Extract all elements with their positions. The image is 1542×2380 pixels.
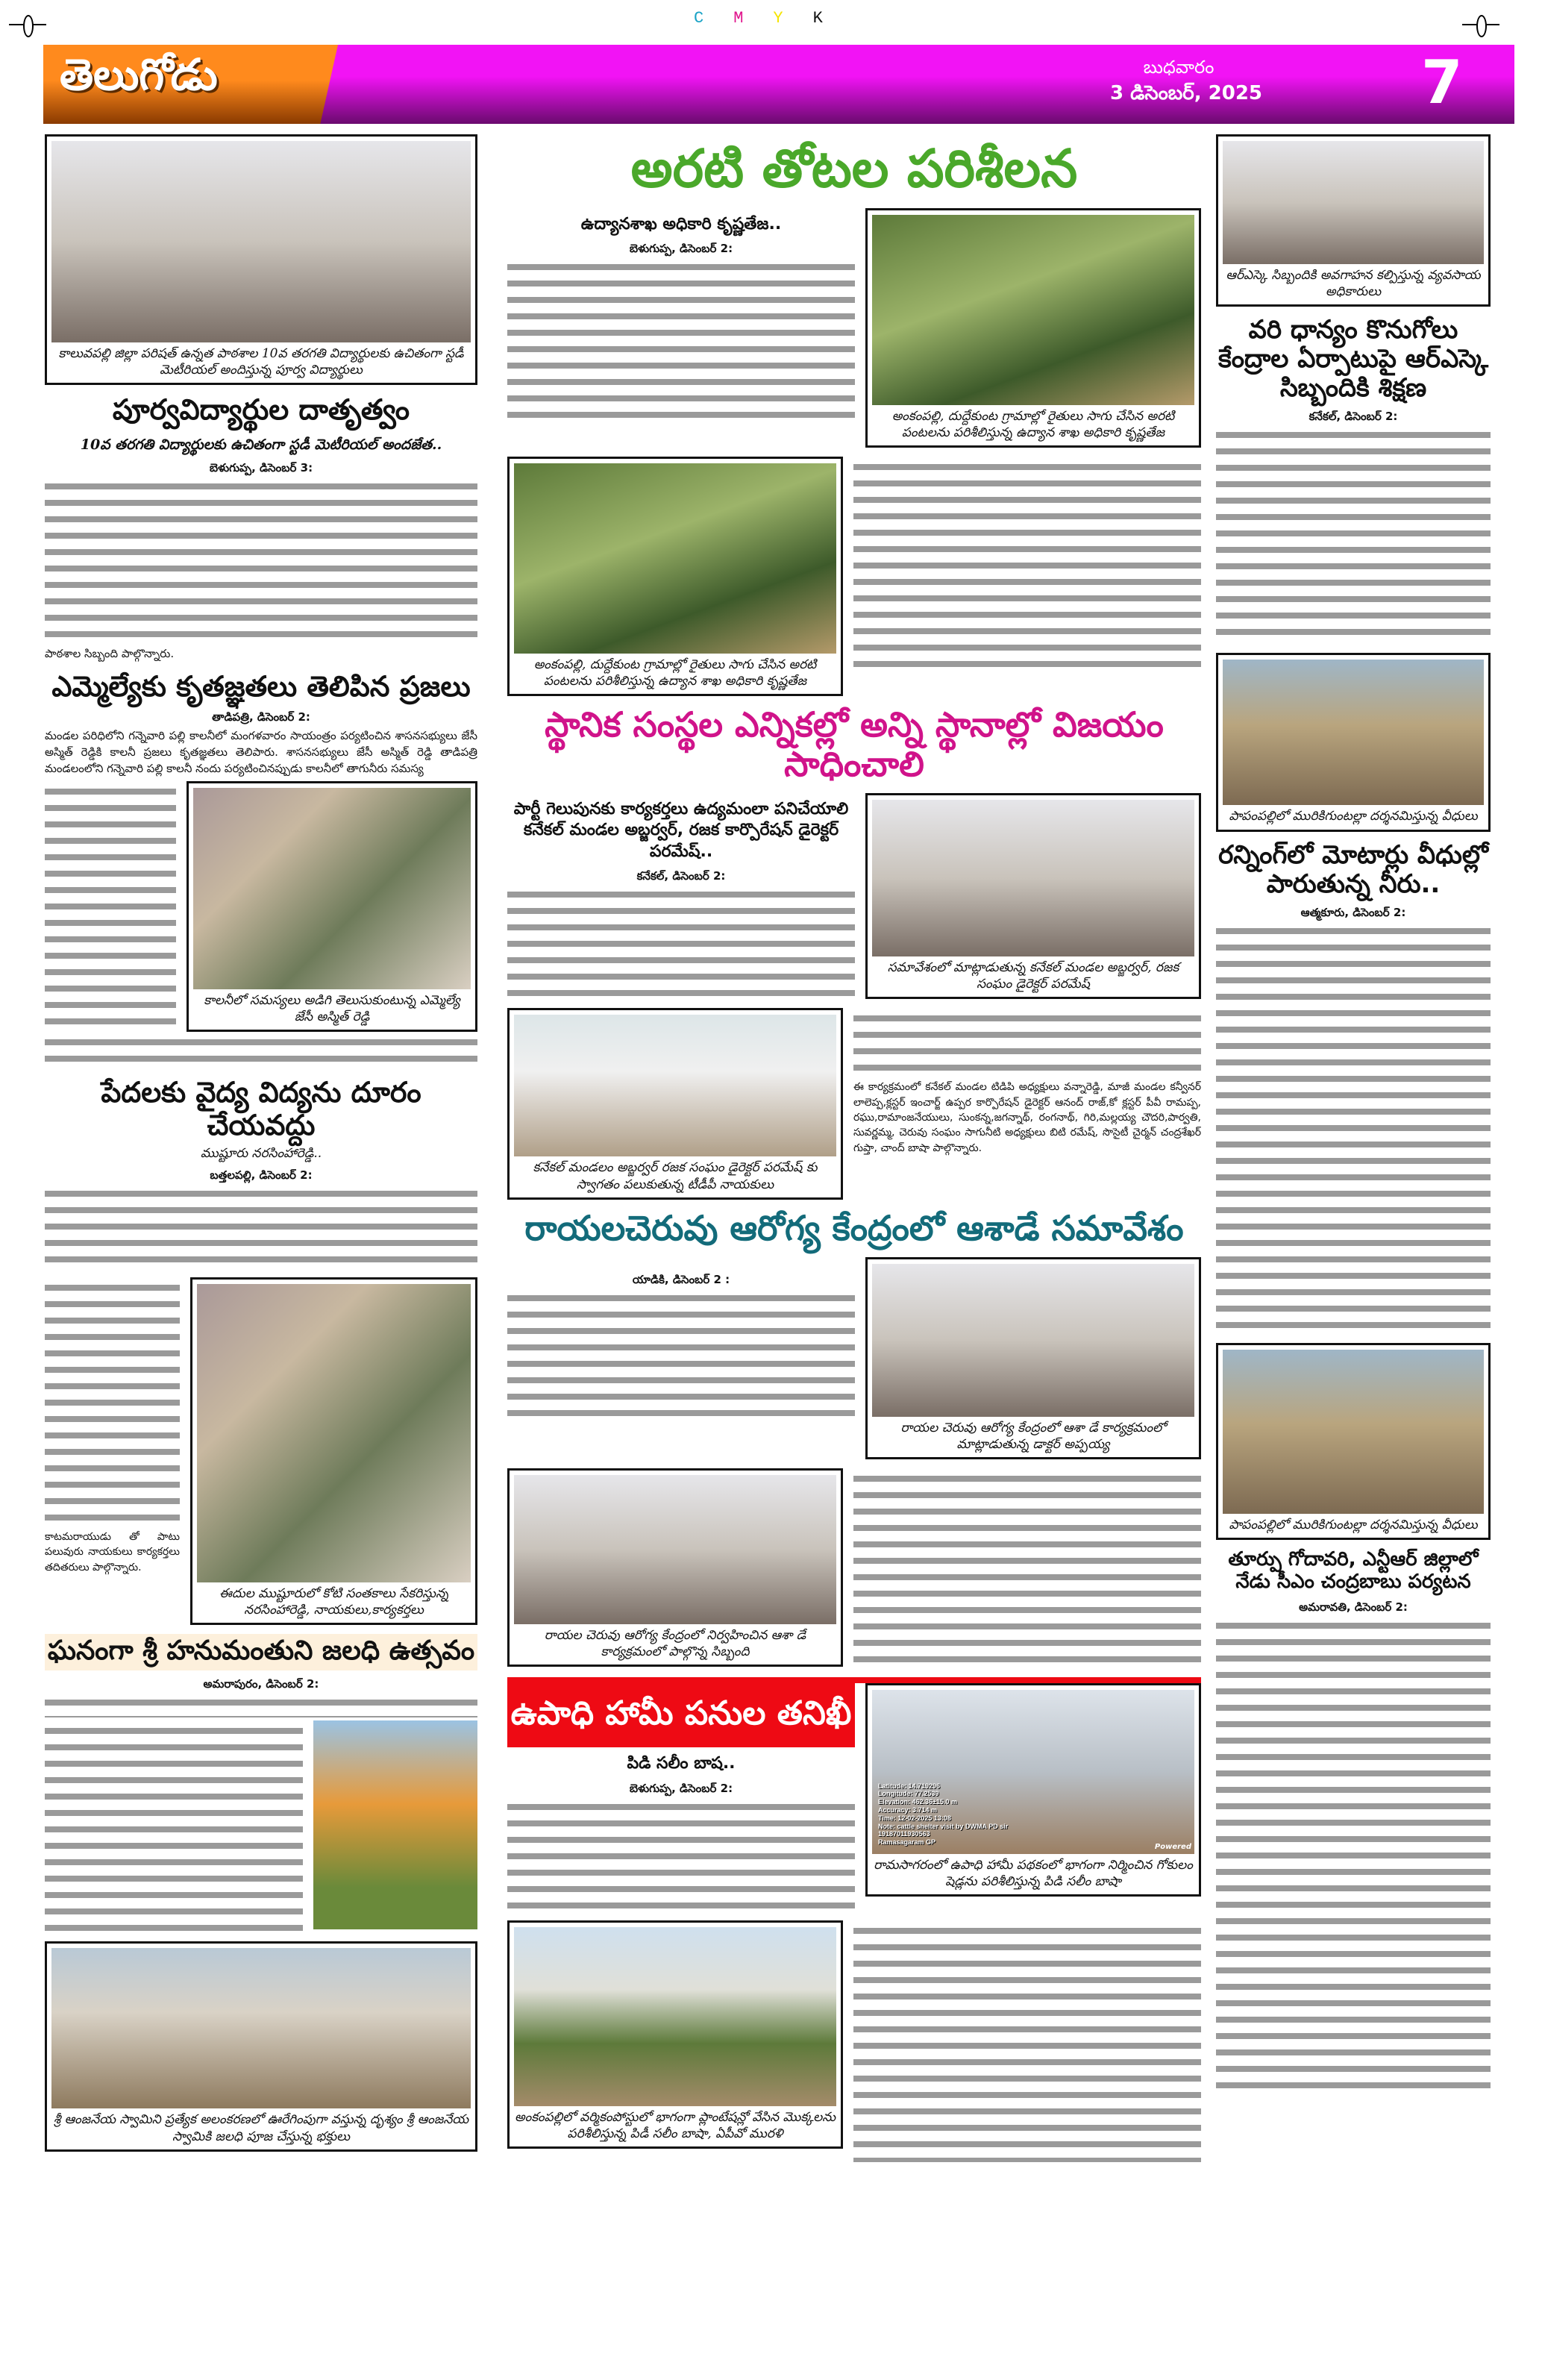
photo-caption: కాలువపల్లి జిల్లా పరిషత్ ఉన్నత పాఠశాల 10వ తరగతి విద్యార్థులకు ఉచితంగా స్టడీ మెటీరియల్ అందిస్తున్న పూర్వ విద్యార్థులు — [58, 346, 464, 378]
photo-caption: రాయల చెరువు ఆరోగ్య కేంద్రంలో ఆశా డే కార్యక్రమంలో మాట్లాడుతున్న డాక్టర్ అప్పయ్య — [900, 1420, 1166, 1452]
story-row — [507, 1008, 1201, 1199]
subhead-medical: ముష్టూరు నరసింహారెడ్డి.. — [200, 1145, 322, 1161]
text-column — [853, 1468, 1201, 1665]
article-body-text — [45, 784, 176, 1030]
story-row — [507, 1920, 1201, 2162]
text-column — [45, 1720, 303, 1932]
photo-asha-doctor — [865, 1257, 1201, 1459]
dateline: తాడిపత్రి, డిసెంబర్ 2: — [212, 710, 310, 724]
article-body-text — [507, 1291, 855, 1425]
text-column — [853, 1008, 1201, 1155]
text-column — [853, 457, 1201, 676]
photo-caption: అంకంపల్లి, దుద్దేకుంట గ్రామాల్లో రైతులు సాగు చేసిన అరటి పంటలను పరిశీలిస్తున్న ఉద్యాన శాఖ అధికారి కృష్ణతేజ — [891, 408, 1175, 440]
photo-image — [872, 800, 1194, 956]
photo-caption: అంకంపల్లి, దుద్దేకుంట గ్రామాల్లో రైతులు సాగు చేసిన అరటి పంటలను పరిశీలిస్తున్న ఉద్యాన శాఖ అధికారి కృష్ణతేజ — [533, 657, 817, 689]
photo-caption: ఈదుల ముష్టూరులో కోటి సంతకాలు సేకరిస్తున్న నరసింహారెడ్డి, నాయకులు,కార్యకర్తలు — [219, 1585, 449, 1618]
text-column — [507, 1683, 855, 1911]
photo-image — [872, 1264, 1194, 1417]
dateline: ఆత్మకూరు, డిసెంబర్ 2: — [1300, 905, 1406, 919]
photo-mla-visit — [187, 781, 477, 1032]
text-column — [507, 208, 855, 421]
cmyk-k: K — [812, 9, 853, 28]
photo-caption: ఆర్ఎస్కె సిబ్బందికి అవగాహన కల్పిస్తున్న వ్యవసాయ అధికారులు — [1226, 268, 1481, 300]
issue-date: 3 డిసెంబర్, 2025 — [1109, 82, 1263, 104]
article-body-text — [1216, 1618, 1491, 2096]
photo-welcome-observer — [507, 1008, 843, 1199]
dateline: బెళుగుప్ప, డిసెంబర్ 3: — [209, 460, 313, 475]
story-row — [45, 781, 477, 1032]
registration-mark-icon — [1462, 6, 1499, 43]
article-closing: కాటమరాయుడు తో పాటు పలువురు నాయకులు కార్యకర్తలు తదితరులు పాల్గొన్నారు. — [45, 1530, 180, 1573]
photo-caption: సమావేశంలో మాట్లాడుతున్న కనేకల్ మండల అబ్జర్వర్, రజక సంఘం డైరెక్టర్ పరమేష్ — [887, 959, 1179, 992]
registration-mark-icon — [9, 6, 46, 43]
cmyk-c: C — [694, 9, 734, 28]
subhead-nrega: పిడి సలీం బాష.. — [627, 1754, 736, 1773]
article-lead: మండల పరిధిలోని గన్నెవారి పల్లి కాలనీలో మంగళవారం సాయంత్రం పర్యటించిన శాసనసభ్యులు జేసీ అస్మిత్ రెడ్డికి కాలనీ ప్రజలు కృతజ్ఞతలు తెలిపారు. శాసనసభ్యులు జేసీ అస్మిత్ రెడ్డి తాడిపత్రి మండలంలోని గన్నెవారి పల్లి కాలనీ నందు పర్యటించినప్పుడు కాలనీలో తాగునీరు సమస్య — [45, 729, 477, 775]
photo-caption: రాయల చెరువు ఆరోగ్య కేంద్రంలో నిర్వహించిన ఆశా డే కార్యక్రమంలో పాల్గొన్న సిబ్బంది — [544, 1627, 806, 1659]
article-body-text — [45, 1695, 477, 1717]
photo-image — [197, 1284, 471, 1582]
story-row — [45, 1277, 477, 1625]
story-row — [507, 1468, 1201, 1667]
geotag-line: Elevation: 462.36±15.0 m — [878, 1798, 957, 1806]
right-column — [1216, 134, 1491, 2096]
article-body-text — [853, 1471, 1201, 1665]
photo-signature-campaign — [190, 1277, 477, 1625]
geotag-line: Time: 12-02-2025 13:08 — [878, 1814, 951, 1822]
geotag-line: Accuracy: 3.714 m — [878, 1806, 938, 1814]
left-column — [45, 134, 477, 2152]
dateline: యాడికి, డిసెంబర్ 2 : — [632, 1272, 730, 1286]
photo-caption: కాలనీలో సమస్యలు అడిగి తెలుసుకుంటున్న ఎమ్మెల్యే జేసీ అస్మిత్ రెడ్డి — [204, 993, 460, 1025]
headline-banana-inspection: అరటి తోటల పరిశీలన — [630, 138, 1078, 199]
photo-alumni-study-material — [45, 134, 477, 385]
photo-image — [514, 463, 836, 654]
headline-mla-thanks: ఎమ్మెల్యేకు కృతజ్ఞతలు తెలిపిన ప్రజలు — [51, 670, 471, 704]
photo-watermark: Powered — [1154, 1842, 1191, 1851]
text-column — [507, 793, 855, 1000]
article-closing: పాఠశాల సిబ్బంది పాల్గొన్నారు. — [45, 646, 175, 660]
article-body-text — [45, 1035, 477, 1068]
article-body-text — [45, 1186, 477, 1268]
headline-band — [507, 1683, 855, 1748]
cmyk-marks — [694, 9, 853, 28]
text-column — [45, 781, 176, 1030]
story-row — [507, 1257, 1201, 1459]
story-row — [507, 457, 1201, 696]
article-body-text — [853, 1923, 1201, 2162]
article-body-text — [507, 887, 855, 999]
dateline: కనేకల్, డిసెంబర్ 2: — [1308, 410, 1398, 424]
photo-waterlogged-street-2 — [1216, 1343, 1491, 1540]
article-body-text — [507, 260, 855, 420]
photo-rsk-training — [1216, 134, 1491, 307]
section-title: తెలుగోడు — [60, 49, 218, 100]
headline-medical-education: పేదలకు వైద్య విద్యను దూరం చేయవద్దు — [101, 1076, 421, 1142]
photo-image — [872, 1690, 1194, 1854]
photo-caption: పాపంపల్లిలో మురికిగుంటల్లా దర్శనమిస్తున్న వీధులు — [1229, 1517, 1478, 1532]
photo-image — [1223, 1350, 1484, 1514]
subhead-elections: పార్టీ గెలుపునకు కార్యకర్తలు ఉద్యమంలా పనిచేయాలి కనేకల్ మండల అబ్జర్వర్, రజక కార్పొరేషన్ డైరెక్టర్ పరమేష్.. — [513, 799, 849, 861]
headline-asha-day: రాయలచెరువు ఆరోగ్య కేంద్రంలో ఆశాడే సమావేశం — [524, 1207, 1184, 1248]
page-number: 7 — [1421, 48, 1463, 117]
geotag-line: Latitude: 14.719296 — [878, 1782, 941, 1790]
article-body-text — [45, 479, 477, 643]
headline-nrega-inspection: ఉపాధి హామీ పనుల తనిఖీ — [510, 1694, 852, 1732]
photo-banana-farm-2 — [507, 457, 843, 696]
story-row — [507, 208, 1201, 448]
center-column — [507, 139, 1201, 2162]
article-body-text — [45, 1280, 180, 1526]
photo-procession — [45, 1941, 477, 2151]
photo-caption: శ్రీ ఆంజనేయ స్వామిని ప్రత్యేక అలంకరణలో ఊరేగింపుగా వస్తున్న దృశ్యం శ్రీ ఆంజనేయ స్వామికి జలధి పూజ చేస్తున్న భక్తులు — [53, 2112, 469, 2144]
text-column — [853, 1920, 1201, 2162]
article-body-text — [45, 1723, 303, 1932]
headline-hanuman-festival: ఘనంగా శ్రీ హనుమంతుని జలధి ఉత్సవం — [47, 1635, 475, 1667]
photo-image — [872, 215, 1194, 405]
article-body-text — [1216, 924, 1491, 1334]
photo-caption: కనేకల్ మండలం అబ్జర్వర్ రజక సంఘం డైరెక్టర్ పరమేష్ కు స్వాగతం పలుకుతున్న టీడీపీ నాయకులు — [533, 1160, 818, 1192]
photo-image — [193, 788, 471, 989]
participants-list: ఈ కార్యక్రమంలో కనేకల్ మండల టిడిపి అధ్యక్షులు వన్నారెడ్డి, మాజీ మండల కన్వీనర్ లాలెప్ప,క్లస్టర్ ఇంచార్జ్ ఉప్పర కార్పొరేషన్ డైరెక్టర్ ఆనంద్ రాజ్,కో క్లస్టర్ పీవీ రామప్ప, రఘు,రామాంజనేయులు, సుంకన్న,జగన్నాథ్, రంగనాథ్, గిరి,మల్లయ్య చౌదరి,పార్వతి, సువర్ణమ్మ, చెరువు సంఘం సాగునీటి అధ్యక్షులు బిటి రమేష్, సొసైటీ చైర్మన్ చంద్రశేఖర్ గుప్తా, చాంద్ బాషా పాల్గొన్నారు. — [853, 1081, 1201, 1154]
article-body-text — [507, 1800, 855, 1911]
photo-image — [51, 1948, 471, 2108]
photo-image — [514, 1927, 836, 2106]
photo-image — [1223, 660, 1484, 805]
photo-image — [51, 141, 471, 342]
dateline: అమరావతి, డిసెంబర్ 2: — [1299, 1600, 1408, 1614]
photo-image — [1223, 141, 1484, 264]
dateline: కనేకల్, డిసెంబర్ 2: — [636, 869, 726, 883]
geotag-line: Note: cattle shelter visit by DWMA PD sir — [878, 1822, 1009, 1830]
photo-image — [514, 1475, 836, 1624]
headline-running-motors: రన్నింగ్‌లో మోటార్లు వీధుల్లో పారుతున్న నీరు.. — [1218, 839, 1488, 899]
headline-band — [45, 1634, 477, 1670]
headline-local-elections: స్థానిక సంస్థల ఎన్నికల్లో అన్ని స్థానాల్లో విజయం సాధించాలి — [545, 704, 1164, 784]
cmyk-y: Y — [773, 9, 813, 28]
subhead-alumni: 10వ తరగతి విద్యార్థులకు ఉచితంగా స్టడీ మెటీరియల్ అందజేత.. — [80, 436, 442, 453]
photo-plantation — [507, 1920, 843, 2149]
photo-waterlogged-street — [1216, 653, 1491, 831]
headline-alumni: పూర్వవిద్యార్థుల దాతృత్వం — [112, 393, 410, 427]
dateline: బెళుగుప్ప, డిసెంబర్ 2: — [629, 242, 733, 256]
geotag-line: Longitude: 77.2539 — [878, 1790, 939, 1798]
photo-caption: అంకంపల్లిలో వర్మికంపోస్టులో భాగంగా ప్లాంటేషన్లో వేసిన మొక్కలను పరిశీలిస్తున్న పిడీ సలీం బాషా, ఏపీవో మురళి — [514, 2110, 836, 2142]
photo-kanekal-meeting — [865, 793, 1201, 999]
article-body-text — [853, 460, 1201, 676]
geotag-overlay — [878, 1782, 1008, 1847]
headline-paddy-procurement: వరి ధాన్యం కొనుగోలు కేంద్రాల ఏర్పాటుపై ఆర్ఎస్కె సిబ్బందికి శిక్షణ — [1217, 315, 1489, 404]
photo-caption: పాపంపల్లిలో మురికిగుంటల్లా దర్శనమిస్తున్న వీధులు — [1229, 809, 1478, 824]
photo-decorated-deity — [313, 1720, 477, 1929]
photo-asha-staff — [507, 1468, 843, 1667]
divider — [507, 1677, 1201, 1683]
dateline: బత్తలపల్లి, డిసెంబర్ 2: — [210, 1168, 313, 1182]
subhead-banana: ఉద్యానశాఖ అధికారి కృష్ణతేజ.. — [580, 214, 782, 234]
geotag-line: Ramasagaram GP — [878, 1838, 936, 1847]
story-row — [45, 1720, 477, 1932]
article-body-text — [1216, 428, 1491, 644]
headline-cm-tour: తూర్పు గోదావరి, ఎన్టీఆర్ జిల్లాలో నేడు సీఎం చంద్రబాబు పర్యటన — [1228, 1547, 1479, 1593]
geotag-line: 19187011930563 — [878, 1830, 930, 1838]
photo-cattle-shed — [865, 1683, 1201, 1897]
story-row — [507, 1683, 1201, 1911]
text-column — [45, 1277, 180, 1575]
dateline: అమరాపురం, డిసెంబర్ 2: — [203, 1677, 319, 1691]
story-row — [507, 793, 1201, 1000]
article-body-text — [853, 1011, 1201, 1077]
photo-banana-farm-1 — [865, 208, 1201, 448]
text-column — [507, 1257, 855, 1425]
photo-caption: రామసాగరంలో ఉపాధి హామీ పథకంలో భాగంగా నిర్మించిన గోకులం షెడ్లను పరిశీలిస్తున్న పిడి సలీం బాషా — [874, 1857, 1193, 1889]
cmyk-m: M — [733, 9, 774, 28]
photo-image — [514, 1015, 836, 1156]
dateline: బెళుగుప్ప, డిసెంబర్ 2: — [629, 1782, 733, 1796]
weekday: బుధవారం — [1143, 57, 1215, 78]
